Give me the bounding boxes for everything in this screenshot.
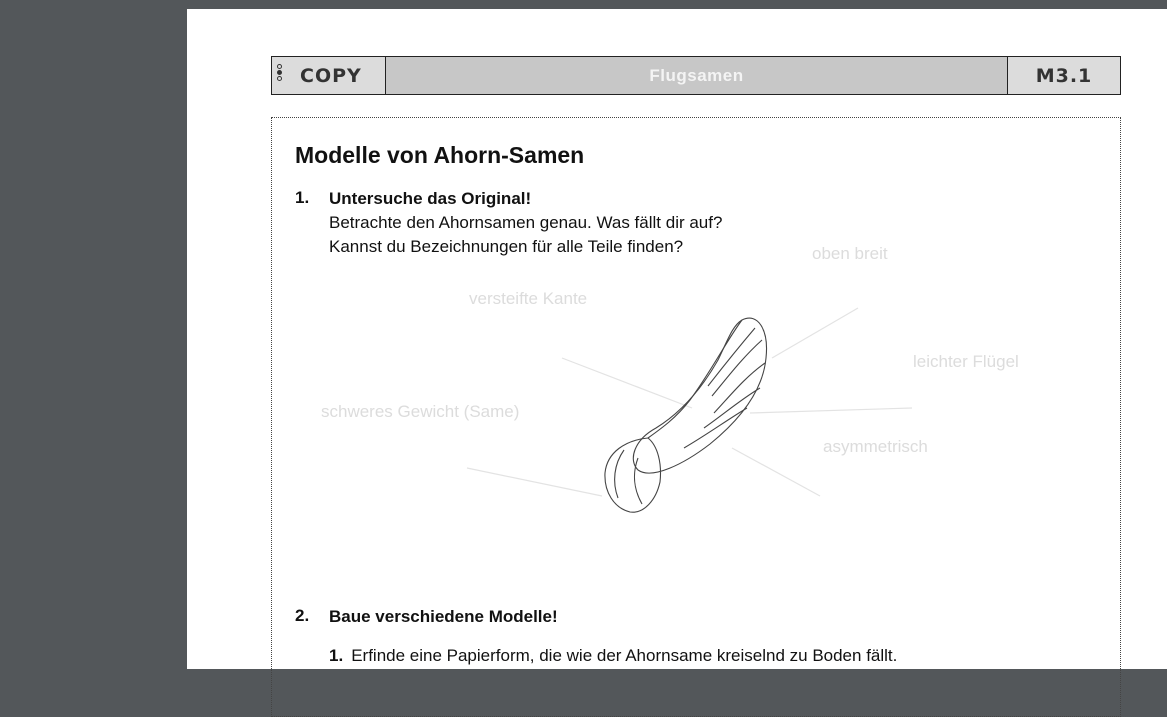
task-2-number: 2. [295, 606, 310, 625]
worksheet-header [271, 56, 1121, 95]
dots-icon [277, 64, 284, 82]
copy-badge [272, 57, 386, 94]
task-1-number: 1. [295, 188, 310, 207]
label-asymmetric: asymmetrisch [823, 437, 928, 456]
content-box [271, 117, 1121, 717]
task-1-line-2: Kannst du Bezeichnungen für alle Teile finden? [329, 237, 684, 256]
worksheet-title: Modelle von Ahorn-Samen [295, 142, 585, 168]
task-1-heading: Untersuche das Original! [329, 189, 532, 208]
header-title: Flugsamen [386, 57, 1007, 94]
task-2-sub-item [329, 646, 897, 666]
label-stiff-edge: versteifte Kante [469, 289, 588, 308]
task-1-line-1: Betrachte den Ahornsamen genau. Was fällt dir auf? [329, 213, 723, 232]
sub-item-number: 1. [329, 646, 344, 665]
task-1 [295, 188, 722, 258]
task-2 [295, 606, 558, 628]
copy-label: COPY [300, 64, 362, 87]
label-light-wing: leichter Flügel [913, 352, 1019, 371]
sheet-code: M3.1 [1007, 57, 1120, 94]
task-2-heading: Baue verschiedene Modelle! [329, 607, 558, 626]
maple-seed-icon [605, 318, 767, 512]
document-page [187, 9, 1167, 669]
label-top-wide: oben breit [812, 244, 888, 263]
sub-item-text: Erfinde eine Papierform, die wie der Ahornsame kreiselnd zu Boden fällt. [351, 646, 898, 665]
label-heavy-weight: schweres Gewicht (Same) [321, 402, 520, 421]
